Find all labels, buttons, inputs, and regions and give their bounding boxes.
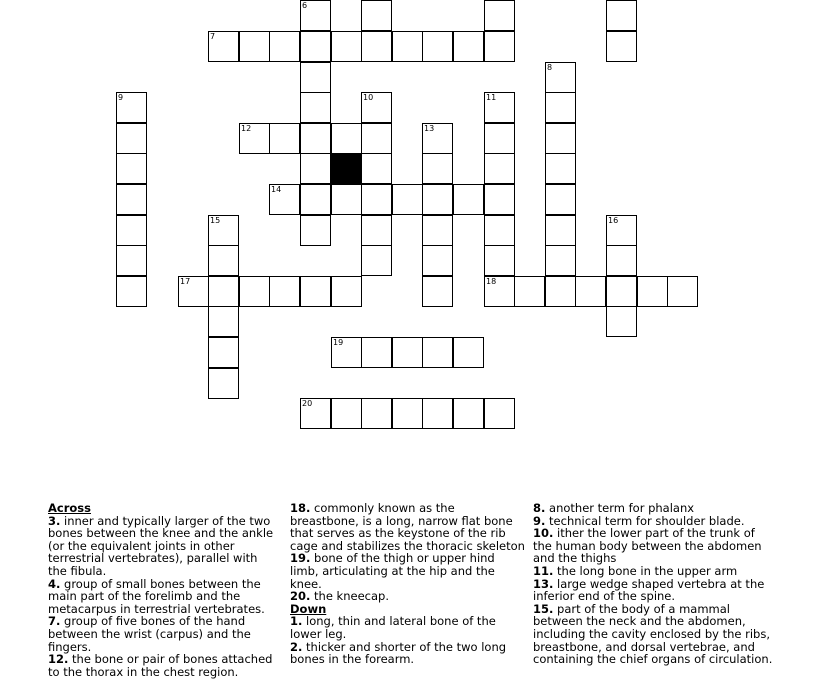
grid-cell[interactable] — [361, 398, 392, 429]
grid-cell[interactable] — [208, 215, 239, 246]
section-heading: Down — [290, 601, 327, 616]
clue-num: 15. — [533, 601, 554, 616]
clue-item — [290, 615, 526, 640]
grid-cell[interactable] — [208, 245, 239, 276]
grid-cell[interactable] — [422, 398, 453, 429]
clue-num: 4. — [48, 576, 61, 591]
clue-text: group of five bones of the hand between the wrist (carpus) and the fingers. — [48, 614, 251, 654]
grid-cell[interactable] — [300, 398, 331, 429]
grid-cell[interactable] — [484, 215, 515, 246]
clue-item — [290, 590, 526, 603]
grid-cell[interactable] — [300, 153, 331, 184]
clue-number: 20 — [302, 399, 313, 408]
grid-cell[interactable] — [116, 153, 147, 184]
clue-text: the bone or pair of bones attached to the thorax in the chest region. — [48, 652, 273, 679]
clue-text: bone of the thigh or upper hind limb, articulating at the hip and the knee. — [290, 551, 495, 591]
grid-cell[interactable] — [484, 245, 515, 276]
grid-cell[interactable] — [484, 92, 515, 123]
grid-cell[interactable] — [361, 92, 392, 123]
grid-cell[interactable] — [606, 0, 637, 31]
grid-cell[interactable] — [331, 276, 362, 307]
clue-item — [48, 515, 276, 578]
grid-cell[interactable] — [361, 153, 392, 184]
clues-column-3 — [533, 502, 773, 666]
grid-cell[interactable] — [545, 123, 576, 154]
clue-num: 12. — [48, 652, 69, 667]
grid-cell[interactable] — [208, 368, 239, 399]
grid-cell[interactable] — [178, 276, 209, 307]
grid-cell[interactable] — [422, 337, 453, 368]
grid-cell[interactable] — [484, 398, 515, 429]
grid-cell[interactable] — [300, 184, 331, 215]
section-heading: Across — [48, 501, 91, 515]
grid-cell[interactable] — [208, 31, 239, 62]
clue-text: thicker and shorter of the two long bones in the forearm. — [290, 639, 507, 667]
grid-cell[interactable] — [637, 276, 668, 307]
grid-cell[interactable] — [116, 215, 147, 246]
grid-cell[interactable] — [453, 31, 484, 62]
clue-number: 16 — [608, 216, 619, 225]
grid-cell[interactable] — [116, 184, 147, 215]
grid-cell[interactable] — [269, 31, 300, 62]
grid-cell[interactable] — [116, 276, 147, 307]
grid-cell[interactable] — [116, 92, 147, 123]
clue-num: 11. — [533, 563, 554, 578]
grid-cell[interactable] — [361, 245, 392, 276]
clue-number: 11 — [486, 93, 497, 102]
clue-number: 13 — [424, 124, 435, 133]
clue-text: inner and typically larger of the two bones between the knee and the ankle (or the equivalent joints in other terrestrial vertebrates), parallel with the fibula. — [48, 513, 274, 578]
clue-item — [48, 615, 276, 653]
clue-text: the kneecap. — [310, 589, 389, 604]
grid-cell[interactable] — [331, 184, 362, 215]
grid-cell[interactable] — [361, 337, 392, 368]
grid-cell[interactable] — [484, 31, 515, 62]
clue-text: commonly known as the breastbone, is a long, narrow flat bone that serves as the keystone of the rib cage and stabilizes the thoracic skeleton — [290, 501, 525, 553]
grid-cell[interactable] — [606, 215, 637, 246]
clue-number: 10 — [363, 93, 374, 102]
grid-cell[interactable] — [484, 0, 515, 31]
grid-cell[interactable] — [239, 276, 270, 307]
grid-cell[interactable] — [331, 31, 362, 62]
clue-num: 18. — [290, 501, 311, 515]
grid-cell[interactable] — [361, 215, 392, 246]
grid-cell[interactable] — [545, 153, 576, 184]
grid-cell[interactable] — [300, 92, 331, 123]
clue-text: technical term for shoulder blade. — [545, 513, 745, 528]
grid-cell[interactable] — [361, 123, 392, 154]
grid-cell[interactable] — [361, 31, 392, 62]
clue-text: part of the body of a mammal between the neck and the abdomen, including the cavity enclosed by the ribs, breastbone, and dorsal vertebrae, and containing the chief organs of circulation. — [533, 601, 773, 667]
clue-text: large wedge shaped vertebra at the inferior end of the spine. — [533, 576, 765, 604]
grid-cell[interactable] — [545, 92, 576, 123]
clue-text: ither the lower part of the trunk of the human body between the abdomen and the thighs — [533, 526, 762, 566]
clue-number: 8 — [547, 63, 553, 72]
clue-text: the long bone in the upper arm — [553, 563, 738, 578]
grid-cell[interactable] — [422, 184, 453, 215]
grid-cell[interactable] — [422, 245, 453, 276]
clue-number: 19 — [333, 338, 344, 347]
clue-item — [533, 603, 773, 666]
grid-cell[interactable] — [300, 215, 331, 246]
grid-cell[interactable] — [392, 31, 423, 62]
grid-cell[interactable] — [545, 276, 576, 307]
grid-cell[interactable] — [545, 245, 576, 276]
clue-num: 8. — [533, 501, 546, 515]
clue-item — [48, 653, 276, 678]
clue-num: 9. — [533, 513, 546, 528]
clue-item — [290, 641, 526, 666]
grid-cell[interactable] — [667, 276, 698, 307]
clue-num: 13. — [533, 576, 554, 591]
clue-number: 17 — [180, 277, 191, 286]
clue-number: 18 — [486, 277, 497, 286]
grid-cell[interactable] — [606, 276, 637, 307]
clue-num: 3. — [48, 513, 61, 528]
grid-cell[interactable] — [300, 276, 331, 307]
clue-num: 7. — [48, 614, 61, 629]
grid-cell[interactable] — [422, 215, 453, 246]
grid-cell[interactable] — [453, 337, 484, 368]
grid-cell[interactable] — [545, 184, 576, 215]
grid-cell[interactable] — [331, 398, 362, 429]
grid-cell[interactable] — [239, 123, 270, 154]
grid-cell[interactable] — [484, 184, 515, 215]
grid-cell[interactable] — [422, 276, 453, 307]
clue-number: 9 — [118, 93, 124, 102]
grid-cell[interactable] — [208, 337, 239, 368]
grid-cell[interactable] — [300, 31, 331, 62]
grid-cell[interactable] — [545, 62, 576, 93]
grid-cell[interactable] — [208, 306, 239, 337]
grid-cell[interactable] — [453, 184, 484, 215]
grid-cell[interactable] — [392, 337, 423, 368]
clue-num: 10. — [533, 526, 554, 541]
clue-number: 14 — [271, 185, 282, 194]
clue-item — [533, 578, 773, 603]
grid-cell[interactable] — [269, 123, 300, 154]
clue-number: 7 — [210, 32, 216, 41]
grid-cell[interactable] — [606, 245, 637, 276]
black-cell — [331, 153, 362, 184]
clue-num: 1. — [290, 614, 303, 629]
grid-cell[interactable] — [392, 398, 423, 429]
grid-cell[interactable] — [269, 184, 300, 215]
grid-cell[interactable] — [269, 276, 300, 307]
clue-text: long, thin and lateral bone of the lower leg. — [290, 614, 496, 641]
grid-cell[interactable] — [453, 398, 484, 429]
grid-cell[interactable] — [422, 153, 453, 184]
grid-cell[interactable] — [392, 184, 423, 215]
clue-num: 2. — [290, 639, 303, 654]
clue-text: group of small bones between the main part of the forelimb and the metacarpus in terrestrial vertebrates. — [48, 576, 265, 616]
clue-number: 12 — [241, 124, 252, 133]
grid-cell[interactable] — [116, 123, 147, 154]
grid-cell[interactable] — [606, 31, 637, 62]
clue-item — [533, 527, 773, 565]
clue-number: 6 — [302, 1, 308, 10]
grid-cell[interactable] — [300, 62, 331, 93]
grid-cell[interactable] — [331, 337, 362, 368]
grid-cell[interactable] — [300, 123, 331, 154]
grid-cell[interactable] — [575, 276, 606, 307]
grid-cell[interactable] — [116, 245, 147, 276]
grid-cell[interactable] — [361, 0, 392, 31]
grid-cell[interactable] — [606, 306, 637, 337]
grid-cell[interactable] — [514, 276, 545, 307]
clue-num: 19. — [290, 551, 311, 566]
grid-cell[interactable] — [422, 31, 453, 62]
grid-cell[interactable] — [484, 276, 515, 307]
clues-column-2 — [290, 502, 526, 666]
clue-item — [290, 552, 526, 590]
clue-num: 20. — [290, 589, 311, 604]
grid-cell[interactable] — [484, 123, 515, 154]
grid-cell[interactable] — [300, 0, 331, 31]
clues-column-1 — [48, 502, 276, 678]
grid-cell[interactable] — [239, 31, 270, 62]
grid-cell[interactable] — [208, 276, 239, 307]
clue-item — [290, 502, 526, 552]
clue-number: 15 — [210, 216, 221, 225]
grid-cell[interactable] — [331, 123, 362, 154]
grid-cell[interactable] — [545, 215, 576, 246]
clue-item — [48, 578, 276, 616]
grid-cell[interactable] — [361, 184, 392, 215]
grid-cell[interactable] — [484, 153, 515, 184]
grid-cell[interactable] — [422, 123, 453, 154]
clue-text: another term for phalanx — [545, 501, 695, 515]
